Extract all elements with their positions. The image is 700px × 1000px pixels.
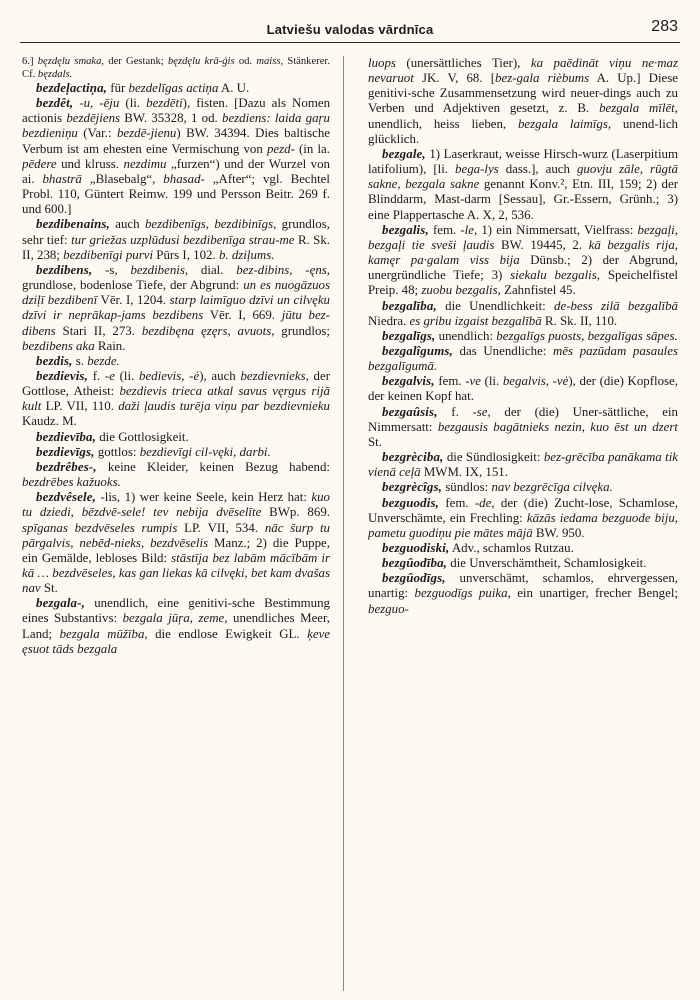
entry-text: MWM. IX, 151. (420, 465, 508, 480)
entry-text: der (die) Uner-sättliche, ein Nimmersatt: (368, 404, 678, 434)
entry-text: R. Sk. II, 238; (22, 232, 330, 262)
italic-text: bezdievīgi cil-vęki, darbi. (139, 444, 271, 459)
italic-text: pēdere (22, 156, 57, 171)
italic-text: begalvis, -vė (502, 374, 569, 389)
italic-text: bezdibens aka (22, 338, 95, 353)
italic-text: bezdievnieks, (240, 368, 309, 383)
page-number: 283 (651, 18, 678, 35)
italic-text: un es nuogāzuos dziļī bezdibenī (22, 278, 330, 308)
entry-text: „After“; vgl. Bechtel Probl. 110, Güntert Reimw. 199 und Persson Beitr. 269 f. und 600.] (22, 171, 330, 217)
entry-text: der Gestank; (104, 56, 168, 67)
dictionary-entry (22, 56, 330, 81)
entry-text: A. U. (218, 81, 250, 95)
entry-text: JK. V, 68. [ (413, 71, 496, 86)
italic-text: bezdiens: laida gaŗu bezdieniņu (22, 111, 330, 141)
entry-text: genannt Konv.², Etn. III, 159; 2) der Blinddarm, Mast-darm [Sessau], Gr.-Essern, Grünh.; 3) eine Plappertasche A. X, 2, 536. (368, 177, 678, 222)
entry-text: ), fisten. [Dazu als Nomen actionis (22, 96, 330, 126)
page-header (20, 10, 680, 43)
entry-text: ), auch (199, 368, 241, 383)
entry-text: od. (234, 56, 257, 67)
entry-text: BW. 35328, 1 od. (120, 111, 222, 126)
dictionary-entry (368, 556, 678, 571)
italic-text: -ve (465, 374, 481, 389)
headword: bezgrècîgs, (382, 480, 443, 495)
entry-text: die Unendlichkeit: (436, 298, 555, 313)
italic-text: bezgala laimīgs, (517, 116, 612, 131)
headword: bezdêt, (36, 96, 74, 111)
dictionary-entry (22, 430, 330, 445)
entry-text: Dünsb.; 2) der Abgrund, unergründliche Tiefe; 3) (368, 253, 678, 283)
italic-text: bhasad- (163, 171, 205, 186)
entry-text: fem. (428, 222, 461, 237)
entry-text: (in la. (294, 141, 330, 156)
entry-text: BW. 19445, 2. (494, 237, 589, 252)
italic-text: kā bezgalis rija, kamęr pa·galam viss bija (368, 237, 678, 268)
headword: bezdievis, (36, 368, 88, 383)
dictionary-entry (368, 571, 678, 616)
entry-text: St. (368, 434, 382, 449)
entry-text: R. Sk. II, 110. (541, 313, 618, 328)
entry-text: dass.], auch (498, 162, 577, 177)
entry-text: 6.] (22, 56, 38, 67)
italic-text: bezgala jūŗa, zeme, (122, 611, 228, 626)
entry-text: der Gottlose, Atheist: (22, 368, 330, 399)
italic-text: spīganas bezdvēseles rumpis (22, 520, 178, 535)
entry-text: grundlos; (274, 323, 330, 338)
entry-text: (unersättliches Tier), (395, 56, 531, 70)
headword: bezgaûsis, (382, 404, 438, 419)
entry-text: Pūrs I, 102. (153, 247, 219, 262)
headword: bezdrêbes-, (36, 459, 97, 474)
italic-text: siekalu bezgalis, (510, 268, 600, 283)
entry-text: „furzen“) und der Wurzel von ai. (22, 156, 330, 186)
italic-text: kuo tu dziedi, bēzdvē-sele! tev nebija dvēselīte (22, 490, 330, 520)
entry-text: unendlich, heiss lieben, (368, 116, 518, 131)
entry-text: und klruss. (56, 156, 124, 171)
entry-text: auch (109, 217, 145, 232)
italic-text: nezdimu (123, 156, 167, 171)
italic-text: nav bezgrēcīga cilvęka. (491, 480, 613, 495)
running-head: Latviešu valodas vārdnīca (266, 22, 434, 37)
entry-text: unverschämt, schamlos, ehrvergessen, unartig: (368, 571, 678, 601)
entry-text: Vēr. I, 1204. (97, 293, 170, 308)
entry-text: BWp. 869. (261, 505, 330, 520)
headword: bezguodis, (382, 495, 440, 510)
entry-text: keine Kleider, keinen Bezug habend: (96, 459, 330, 474)
italic-text: bezdibęna ęzęrs, avuots, (141, 323, 275, 338)
right-column (368, 56, 678, 992)
dictionary-entry (368, 374, 678, 404)
entry-text: Kaudz. M. (22, 414, 77, 429)
entry-text: die Sündlosigkeit: (443, 450, 544, 465)
dictionary-entry (22, 81, 330, 96)
italic-text: bezdievis trieca atkal savus vęrgus rijā kult (22, 384, 330, 414)
italic-text: bezdibenīgi purvi (63, 247, 154, 262)
entry-text: Vēr. I, 669. (203, 308, 282, 323)
italic-text: luops (368, 56, 396, 70)
entry-text: für (107, 81, 129, 95)
italic-text: bęzdals. (37, 68, 73, 80)
entry-text: sündlos: (442, 480, 492, 495)
entry-text: (Var.: (77, 126, 117, 141)
entry-text: ), der (die) Kopflose, der keinen Kopf hat. (368, 374, 678, 404)
dictionary-entry (368, 329, 678, 344)
italic-text: -se, (472, 404, 491, 419)
dictionary-entry (368, 56, 678, 147)
italic-text: mēs pazūdam pasaules bezgalīgumā. (368, 343, 678, 374)
dictionary-entry (368, 344, 678, 374)
italic-text: bęzdęlu krā-ģis (167, 56, 235, 67)
dictionary-entry (368, 480, 678, 495)
italic-text: -de, (474, 495, 495, 510)
dictionary-entry (22, 460, 330, 490)
italic-text: bez-grēcība panākama tik vienā ceļā (368, 450, 678, 480)
headword: bezdeļactiņa, (36, 81, 108, 95)
entry-text: -lis, (96, 490, 125, 505)
headword: bezguodiski, (382, 541, 450, 555)
italic-text: starp laimīguo dzīvi un cilvęku dzīvi ir neprākap-jams bezdibens (22, 293, 330, 323)
italic-text: -le, (460, 222, 478, 237)
headword: bezgalis, (382, 222, 429, 237)
dictionary-entry (22, 445, 330, 460)
entry-text: die Gottlosigkeit. (96, 429, 189, 444)
entry-text: LP. VII, 110. (41, 399, 119, 414)
entry-text: die Unverschämtheit, Schamlosigkeit. (447, 556, 647, 571)
entry-text: Speichelfistel Preip. 48; (368, 268, 678, 298)
italic-text: bez-dibins, -ęns, (236, 262, 330, 277)
entry-text: 1) Laserkraut, weisse Hirsch-wurz (Laserpitium latifolium), [li. (368, 146, 678, 177)
dictionary-entry (368, 496, 678, 541)
italic-text: -u, -ēju (73, 96, 120, 111)
headword: bezdibens, (36, 262, 93, 277)
entry-text: (li. (114, 368, 140, 383)
italic-text: bezdrēbes kažuoks. (22, 475, 121, 490)
headword: bezgale, (382, 146, 426, 161)
italic-text: bezdē-jienu (116, 126, 177, 141)
dictionary-entry (22, 369, 330, 430)
entry-text: Adv., schamlos Rutzau. (449, 541, 574, 555)
headword: bezdibenains, (36, 217, 110, 232)
italic-text: pezd- (266, 141, 295, 156)
italic-text: ķeve ęsuot tāds bezgala (22, 626, 330, 656)
italic-text: bezgausis bagātnieks nezin, kuo ēst un dzert (437, 419, 678, 434)
dictionary-entry (368, 299, 678, 329)
entry-text: der (die) Zucht-lose, Schamlose, Unverschämte, ein Frechling: (368, 495, 678, 525)
italic-text: bezdēti (146, 96, 183, 111)
italic-text: bezdibenīgs, bezdibinīgs, (144, 217, 277, 232)
left-column (22, 56, 330, 992)
entry-text: unendlich, eine genitivi-sche Bestimmung eines Substantivs: (22, 596, 330, 626)
dictionary-entry (368, 541, 678, 556)
italic-text: bęzdęlu smaka, (37, 56, 105, 67)
headword: bezgalība, (382, 298, 437, 313)
entry-text: s. (72, 353, 88, 368)
italic-text: ka paēdināt viņu ne·maz nevaruot (368, 56, 678, 86)
italic-text: bezgalīgs puosts, bezgalīgas sāpes. (496, 328, 678, 343)
entry-text: unend-lich glücklich. (368, 116, 678, 146)
italic-text: bezdējiens (66, 111, 121, 126)
italic-text: guovju zāle, rūgtā sakne, bezgala sakne (368, 162, 678, 192)
italic-text: kāzās iedama bezguode biju, pametu guodiņu pie mātes mājā (368, 510, 678, 540)
entry-text: Stari II, 273. (55, 323, 142, 338)
dictionary-entry (22, 596, 330, 657)
italic-text: bezgala mīlēt, (599, 101, 678, 116)
italic-text: daži ļaudis turēja viņu par bezdievnieku (118, 399, 330, 414)
dictionary-entry (368, 405, 678, 450)
entry-text: das Unendliche: (452, 343, 554, 358)
italic-text: bezdibenis, (130, 262, 189, 277)
headword: bezdievība, (36, 429, 96, 444)
headword: bezgalvis, (382, 374, 435, 389)
headword: bezdvêsele, (36, 490, 96, 505)
italic-text: de-bess zilā bezgalībā (554, 298, 678, 313)
italic-text: bezdelīgas actiņa (128, 81, 219, 95)
entry-text: gottlos: (94, 444, 140, 459)
dictionary-entry (22, 354, 330, 369)
entry-text: Stänkerer. Cf. (22, 56, 330, 80)
column-divider (343, 56, 344, 991)
entry-text: LP. VII, 534. (177, 520, 265, 535)
headword: bezgrèciba, (382, 450, 444, 465)
italic-text: jūtu bez-dibens (22, 308, 330, 338)
dictionary-entry (22, 96, 330, 217)
entry-text: grundlos, sehr tief: (22, 217, 330, 247)
dictionary-entry (368, 450, 678, 480)
italic-text: bezguo- (368, 601, 409, 616)
entry-text: fem. (434, 374, 466, 389)
entry-text: Manz.; 2) die Puppe, ein Gemälde, lebloses Bild: (22, 535, 330, 565)
headword: bezdievīgs, (36, 444, 95, 459)
italic-text: bezgaļi, bezgaļi tie sveši ļaudis (368, 222, 678, 252)
headword: bezgalīgs, (382, 328, 436, 343)
entry-text: Zahnfistel 45. (500, 283, 576, 298)
entry-text: 1) wer keine Seele, kein Herz hat: (124, 490, 312, 505)
dictionary-entry (22, 490, 330, 596)
entry-text: f. (87, 368, 105, 383)
italic-text: -e (104, 368, 115, 383)
italic-text: bez-gala rièbums (495, 71, 590, 86)
dictionary-entry (22, 217, 330, 262)
italic-text: stāstīja bez labām mācībām ir kā … bezdvēseles, kas gan liekas kā cilvęki, bet kam dvašas nav (22, 550, 330, 596)
italic-text: bedievis, -ė (139, 368, 200, 383)
headword: bezdis, (36, 353, 73, 368)
italic-text: bezde. (87, 353, 120, 368)
italic-text: maiss, (256, 56, 284, 67)
entry-text: „Blasebalg“, (81, 171, 164, 186)
entry-text: unendlich: (435, 328, 497, 343)
entry-text: -s, (92, 262, 131, 277)
dictionary-entry (368, 223, 678, 299)
italic-text: zuobu bezgalis, (421, 283, 501, 298)
entry-text: die endlose Ewigkeit GL. (147, 626, 308, 641)
entry-text: unendliches Meer, Land; (22, 611, 330, 641)
entry-text: f. (437, 404, 473, 419)
dictionary-entry (22, 263, 330, 354)
entry-text: (li. (480, 374, 503, 389)
entry-text: A. Up.] Diese genitivi-sche Zusammensetzung wird neuer-dings auch zu Verben und Adjektiven gesetzt, z. B. (368, 71, 678, 116)
italic-text: bezguodīgs puika, (414, 586, 511, 601)
entry-text: BW. 950. (532, 525, 585, 540)
entry-text: fem. (439, 495, 475, 510)
italic-text: bega-lys (455, 162, 499, 177)
headword: bezgûodīgs, (382, 571, 446, 586)
headword: bezgalîgums, (382, 343, 453, 358)
dictionary-entry (368, 147, 678, 223)
entry-text: ein unartiger, frecher Bengel; (510, 586, 678, 601)
entry-text: St. (40, 581, 58, 596)
entry-text: dial. (188, 262, 237, 277)
entry-text: Niedra. (368, 313, 410, 328)
italic-text: nāc šurp tu pārgalvis, nebēd-nieks, bezdvēselis (22, 520, 330, 550)
entry-text: grundlose, bodenlose Tiefe, der Abgrund: (22, 278, 244, 293)
entry-text: Rain. (94, 338, 126, 353)
entry-text: 1) ein Nimmersatt, Vielfrass: (477, 222, 638, 237)
entry-text: (li. (119, 96, 147, 111)
italic-text: es gribu izgaist bezgalībā (409, 313, 542, 328)
italic-text: tur griežas uzplūdusi bezdibenīga strau-me (71, 232, 295, 247)
italic-text: bhastrā (42, 171, 82, 186)
headword: bezgûodība, (382, 556, 448, 571)
entry-text: ) BW. 34394. Dies baltische Verbum ist am ehesten eine Vermischung von (22, 126, 330, 156)
headword: bezgala-, (36, 596, 85, 611)
italic-text: bezgala mūžība, (59, 626, 148, 641)
italic-text: b. dziļums. (218, 247, 275, 262)
